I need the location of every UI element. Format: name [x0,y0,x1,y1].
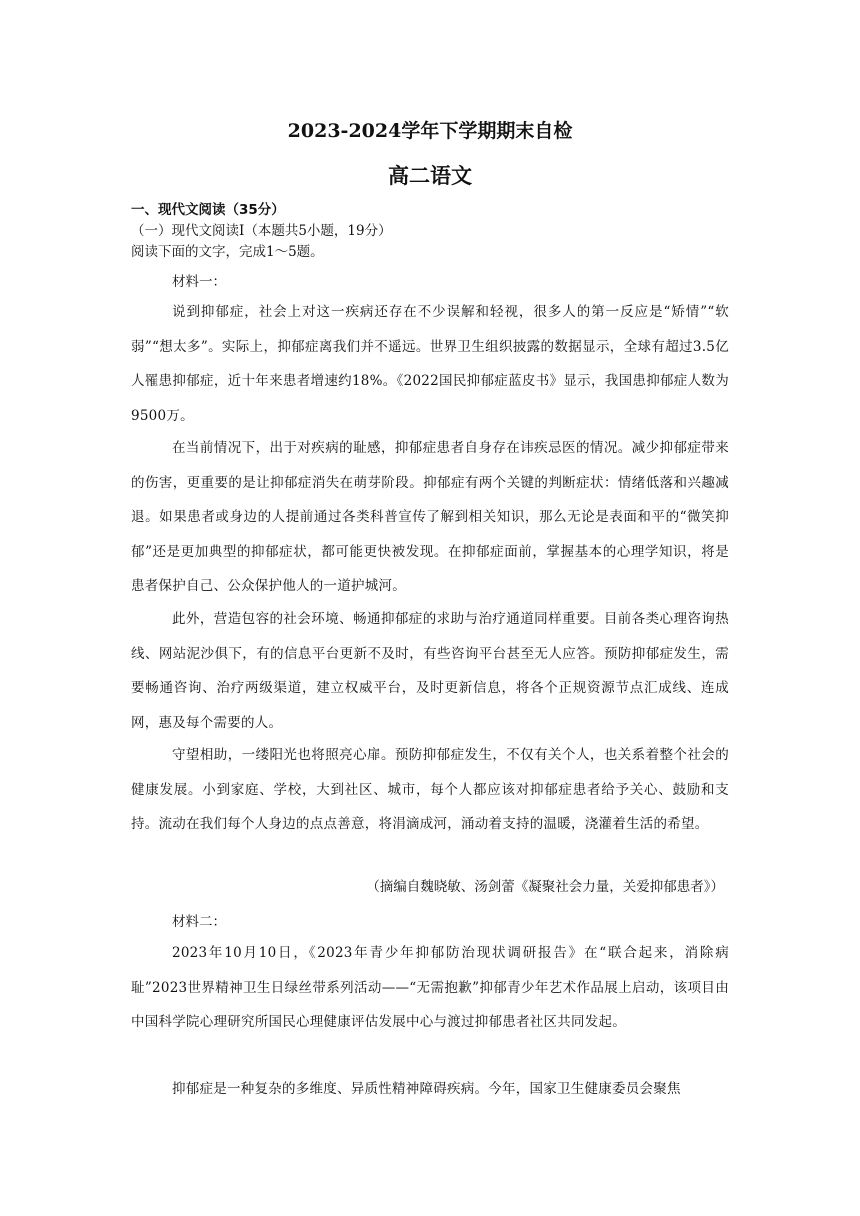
material-two-label: 材料二： [172,914,226,930]
document-title: 2023-2024学年下学期期末自检 [287,120,573,142]
material-one-paragraph-4: 守望相助，一缕阳光也将照亮心扉。预防抑郁症发生，不仅有关个人，也关系着整个社会的健康发展。小到家庭、学校，大到社区、城市，每个人都应该对抑郁症患者给予关心、鼓励和支持。流动在我们每个人身边的点点善意，将涓滴成河，涌动着支持的温暖，浇灌着生活的希望。 [131,747,729,832]
reading-instruction: 阅读下面的文字，完成1～5题。 [131,244,324,260]
material-two-paragraph-2: 抑郁症是一种复杂的多维度、异质性精神障碍疾病。今年，国家卫生健康委员会聚焦 [172,1081,681,1097]
section-heading: 一、现代文阅读（35分） [131,202,285,218]
material-one-source: （摘编自魏晓敏、汤剑蕾《凝聚社会力量，关爱抑郁患者》） [366,879,724,895]
material-one-paragraph-3: 此外，营造包容的社会环境、畅通抑郁症的求助与治疗通道同样重要。目前各类心理咨询热线、网站泥沙俱下，有的信息平台更新不及时，有些咨询平台甚至无人应答。预防抑郁症发生，需要畅通咨询、治疗两级渠道，建立权威平台，及时更新信息，将各个正规资源节点汇成线、连成网，惠及每个需要的人。 [131,611,729,731]
material-one-paragraph-2: 在当前情况下，出于对疾病的耻感，抑郁症患者自身存在讳疾忌医的情况。减少抑郁症带来的伤害，更重要的是让抑郁症消失在萌芽阶段。抑郁症有两个关键的判断症状：情绪低落和兴趣减退。如果患者或身边的人提前通过各类科普宣传了解到相关知识，那么无论是表面和平的“微笑抑郁”还是更加典型的抑郁症状，都可能更快被发现。在抑郁症面前，掌握基本的心理学知识，将是患者保护自己、公众保护他人的一道护城河。 [131,440,729,594]
document-subtitle: 高二语文 [388,163,472,188]
material-one-label: 材料一： [172,274,226,290]
subsection-heading: （一）现代文阅读Ⅰ（本题共5小题，19分） [131,223,392,239]
material-two-paragraph-1: 2023年10月10日，《2023年青少年抑郁防治现状调研报告》在“联合起来，消除病耻”2023世界精神卫生日绿丝带系列活动——“无需抱歉”抑郁青少年艺术作品展上启动，该项目由中国科学院心理研究所国民心理健康评估发展中心与渡过抑郁患者社区共同发起。 [131,945,729,1030]
material-one-paragraph-1: 说到抑郁症，社会上对这一疾病还存在不少误解和轻视，很多人的第一反应是“矫情”“软弱”“想太多”。实际上，抑郁症离我们并不遥远。世界卫生组织披露的数据显示，全球有超过3.5亿人罹患抑郁症，近十年来患者增速约18%。《2022国民抑郁症蓝皮书》显示，我国患抑郁症人数为9500万。 [131,304,729,424]
